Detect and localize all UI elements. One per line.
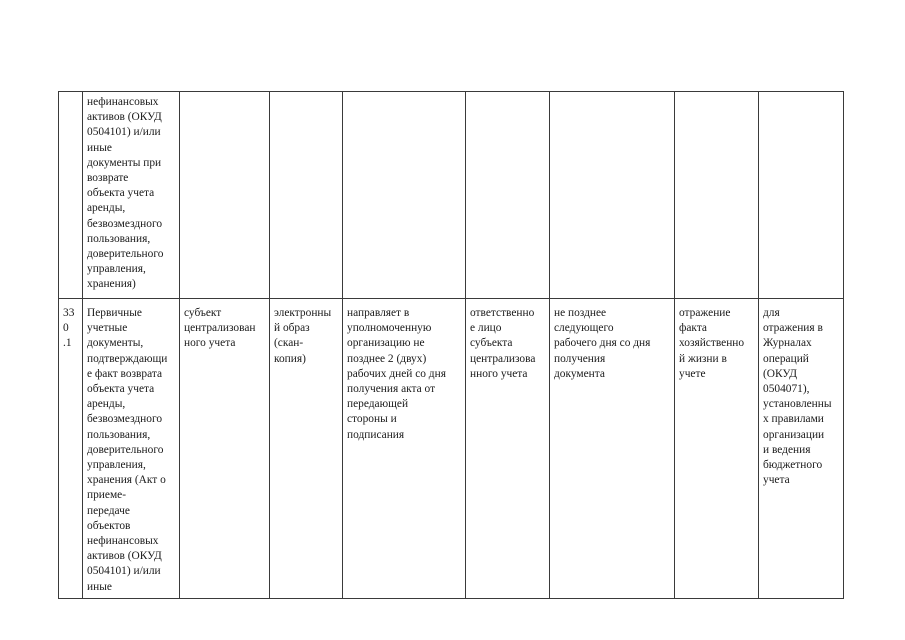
document-type-cell: Первичные учетные документы, подтверждающи е факт возврата объекта учета аренды, безвозмездного пользования, доверительного управления, хранения (Акт о приеме- передаче объектов нефинансовых активов (ОКУД 0504101) и/или иные: [83, 299, 180, 599]
document-table: [58, 91, 844, 599]
row-number-cell: [59, 92, 83, 299]
purpose-cell: [675, 92, 759, 299]
usage-cell: [759, 92, 844, 299]
purpose-cell: отражение факта хозяйственно й жизни в учете: [675, 299, 759, 599]
document-form-cell: электронны й образ (скан- копия): [270, 299, 343, 599]
recipient-cell: ответственно е лицо субъекта централизова нного учета: [466, 299, 550, 599]
transfer-procedure-cell: [343, 92, 466, 299]
transfer-procedure-cell: направляет в уполномоченную организацию не позднее 2 (двух) рабочих дней со дня получения акта от передающей стороны и подписания: [343, 299, 466, 599]
document-form-cell: [270, 92, 343, 299]
responsible-creator-cell: [180, 92, 270, 299]
row-number-cell: 330 .1: [59, 299, 83, 599]
document-type-cell: нефинансовых активов (ОКУД 0504101) и/или иные документы при возврате объекта учета аренды, безвозмездного пользования, доверительного управления, хранения): [83, 92, 180, 299]
table-row: [59, 92, 844, 299]
table-row: [59, 299, 844, 599]
deadline-cell: [550, 92, 675, 299]
recipient-cell: [466, 92, 550, 299]
deadline-cell: не позднее следующего рабочего дня со дня получения документа: [550, 299, 675, 599]
usage-cell: для отражения в Журналах операций (ОКУД 0504071), установленны х правилами организации и ведения бюджетного учета: [759, 299, 844, 599]
responsible-creator-cell: субъект централизован ного учета: [180, 299, 270, 599]
